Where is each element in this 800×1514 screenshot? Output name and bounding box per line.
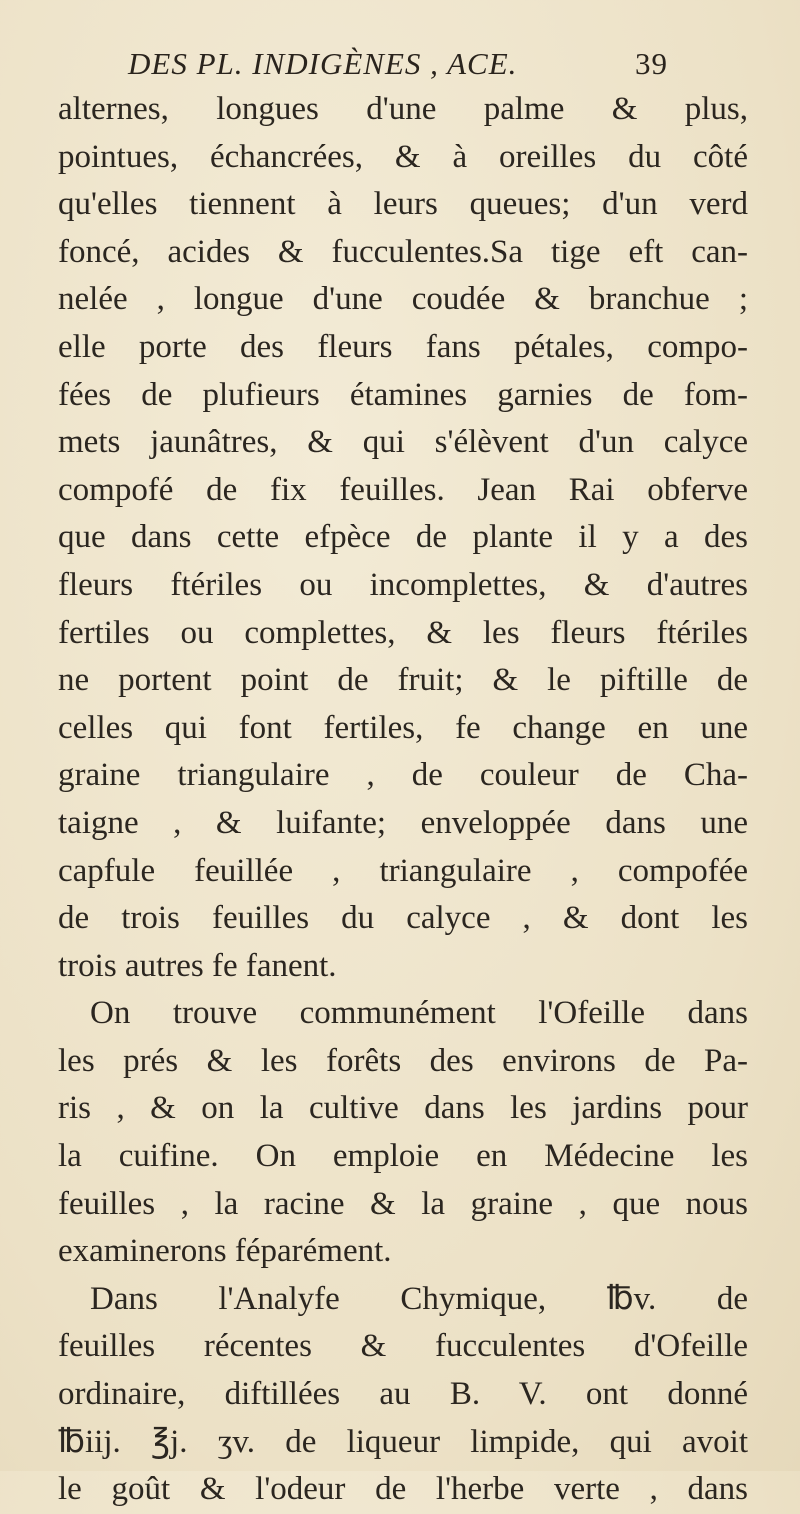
text-line: ne portent point de fruit; & le piftille de (58, 662, 748, 699)
text-line: que dans cette efpèce de plante il y a des (58, 519, 748, 556)
text-line: compofé de fix feuilles. Jean Rai obferve (58, 471, 748, 508)
text-line: mets jaunâtres, & qui s'élèvent d'un calyce (58, 424, 748, 461)
text-line: qu'elles tiennent à leurs queues; d'un verd (58, 186, 748, 223)
text-line: fleurs ftériles ou incomplettes, & d'autres (58, 566, 748, 603)
running-head-title: DES PL. INDIGÈNES , ACE. (128, 46, 518, 81)
text-line: ordinaire, diftillées au B. V. ont donné (58, 1376, 748, 1413)
text-line: graine triangulaire , de couleur de Cha- (58, 757, 748, 794)
text-line: ℔iij. ℥j. ʒv. de liqueur limpide, qui avoit (58, 1423, 748, 1460)
text-line: foncé, acides & fucculentes.Sa tige eft can- (58, 233, 748, 270)
text-line: taigne , & luifante; enveloppée dans une (58, 804, 748, 841)
text-line: feuilles , la racine & la graine , que nous (58, 1185, 748, 1222)
text-line: ris , & on la cultive dans les jardins pour (58, 1090, 748, 1127)
page-number: 39 (635, 46, 668, 81)
text-line: trois autres fe fanent. (58, 947, 337, 984)
text-line: On trouve communément l'Ofeille dans (90, 995, 748, 1032)
text-line: le goût & l'odeur de l'herbe verte , dans (58, 1471, 748, 1508)
text-line: pointues, échancrées, & à oreilles du côté (58, 138, 748, 175)
text-line: alternes, longues d'une palme & plus, (58, 91, 748, 127)
text-body (58, 86, 748, 1514)
text-line: feuilles récentes & fucculentes d'Ofeille (58, 1328, 748, 1365)
text-line: nelée , longue d'une coudée & branchue ; (58, 281, 748, 318)
text-line: les prés & les forêts des environs de Pa- (58, 1042, 748, 1079)
text-line: fertiles ou complettes, & les fleurs ftériles (58, 614, 748, 651)
running-head (128, 46, 668, 86)
text-line: Dans l'Analyfe Chymique, ℔v. de (90, 1280, 748, 1317)
text-line: capfule feuillée , triangulaire , compofée (58, 852, 748, 889)
text-line: elle porte des fleurs fans pétales, compo- (58, 328, 748, 365)
text-line: celles qui font fertiles, fe change en une (58, 709, 748, 746)
text-line: de trois feuilles du calyce , & dont les (58, 900, 748, 937)
text-line: examinerons féparément. (58, 1233, 392, 1270)
text-line: la cuifine. On emploie en Médecine les (58, 1138, 748, 1175)
text-line: fées de plufieurs étamines garnies de fom- (58, 376, 748, 413)
